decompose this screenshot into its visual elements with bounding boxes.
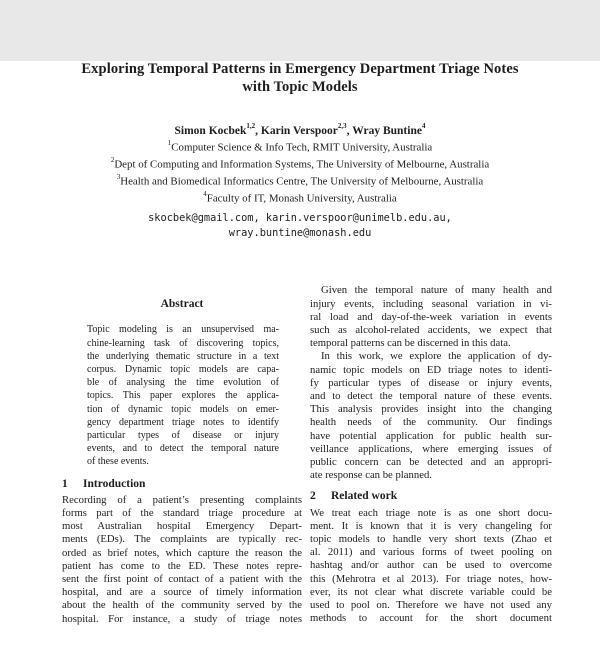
- affiliation-superscript: 4: [203, 190, 207, 199]
- text-line: topic models to handle very short texts (Zhao et: [310, 532, 552, 545]
- author-name: Simon Kocbek: [174, 124, 247, 137]
- text-line: We treat each triage note is as one short docu-: [310, 506, 552, 519]
- paper-title: [0, 61, 600, 96]
- text-line: corpus. Dynamic topic models are capa-: [87, 364, 279, 376]
- section-number: 2: [310, 489, 316, 502]
- document-page: [0, 61, 600, 661]
- affiliation-text: Health and Biomedical Informatics Centre, The University of Melbourne, Australia: [120, 176, 484, 189]
- body-paragraph-this-work: [310, 350, 552, 482]
- text-line: veillance applications, where emerging issues of: [310, 442, 552, 455]
- affiliation-superscript: 2: [110, 156, 115, 165]
- author-superscript: 1,2: [246, 122, 256, 130]
- author-name: Wray Buntine: [352, 124, 422, 137]
- text-line: methods to account for the short document: [310, 612, 552, 625]
- text-line: ever, its not clear what discrete variable could be: [310, 585, 552, 598]
- author-name: Karin Verspoor: [260, 124, 338, 137]
- text-line: and to detect the temporal nature of these events.: [310, 390, 552, 403]
- body-paragraph-temporal: [310, 284, 552, 350]
- text-line: This analysis provides insight into the changing: [310, 403, 552, 416]
- author-superscript: 2,3: [337, 122, 347, 130]
- section-title: Related work: [331, 489, 398, 502]
- text-line: most Australian hospital Emergency Depart-: [62, 520, 302, 533]
- text-line: ment. It is known that it is very changeling for: [310, 519, 552, 532]
- text-line: such as alcohol-related accidents, we expect that: [310, 324, 552, 337]
- text-line: with Topic Models: [242, 78, 358, 95]
- text-line: fy particular types of disease or injury events,: [310, 376, 552, 389]
- text-line: Topic modeling is an unsupervised ma-: [87, 324, 279, 336]
- section-number: 1: [62, 477, 68, 490]
- two-column-body: [62, 284, 552, 625]
- authors-line: [0, 120, 600, 138]
- clipped-text-line: [310, 612, 552, 625]
- affiliation-line: [0, 138, 600, 155]
- text-line: used to pool on. Therefore we have not used any: [310, 598, 552, 611]
- affiliation-superscript: 3: [116, 173, 121, 182]
- text-line: ral load and day-of-the-week variation in events: [310, 310, 552, 323]
- text-line: tion of dynamic topic models on emer-: [87, 403, 279, 415]
- abstract-heading: Abstract: [160, 298, 204, 311]
- text-line: particular types of disease or injury: [87, 430, 279, 442]
- affiliation-line: [0, 189, 600, 206]
- text-line: skocbek@gmail.com, karin.verspoor@unimelb.edu.au,: [148, 212, 452, 225]
- text-line: Recording of a patient’s presenting complaints: [62, 493, 302, 506]
- text-line: public concern can be detected and an appropri-: [310, 456, 552, 469]
- text-line: orded as brief notes, which capture the reason the: [62, 546, 302, 559]
- affiliation-line: [0, 172, 600, 189]
- author: [174, 122, 261, 137]
- clipped-text-line: [62, 612, 302, 625]
- text-line: Given the temporal nature of many health and: [321, 284, 552, 297]
- text-line: namic topic models on ED triage notes to identi-: [310, 363, 552, 376]
- author-superscript: 4: [421, 122, 426, 130]
- text-line: In this work, we explore the application of dy-: [321, 350, 552, 363]
- author-separator: ,: [346, 124, 353, 137]
- text-line: the underlying thematic structure in a text: [87, 350, 279, 362]
- text-line: topics. This paper explores the applica-: [87, 390, 279, 402]
- section-heading-introduction: [62, 477, 302, 491]
- text-line: health needs of the community. Our findings: [310, 416, 552, 429]
- text-line: chine-learning task of discovering topics,: [87, 337, 279, 349]
- text-line: hashtag and/or author can be used to overcome: [310, 559, 552, 572]
- text-line: al. 2011) and various forms of tweet pooling on: [310, 546, 552, 559]
- author-emails: [0, 211, 600, 240]
- text-line: hospital, and are a source of timely information: [62, 586, 302, 599]
- text-line: ments (EDs). The complaints are typically rec-: [62, 533, 302, 546]
- introduction-paragraph: [62, 494, 302, 613]
- text-line: ble of analysing the time evolution of: [87, 377, 279, 389]
- text-line: Exploring Temporal Patterns in Emergency Department Triage Notes: [81, 61, 519, 77]
- text-line: ate response can be planned.: [310, 469, 432, 482]
- affiliation-text: Faculty of IT, Monash University, Australia: [206, 193, 397, 206]
- left-column: [62, 284, 302, 625]
- text-line: wray.buntine@monash.edu: [228, 226, 372, 239]
- text-line: about the health of the community served by the: [62, 599, 302, 612]
- author: [352, 122, 426, 137]
- right-column: [310, 284, 552, 625]
- text-line: this (Mehrotra et al 2013). For triage notes, how-: [310, 572, 552, 585]
- affiliation-line: [0, 155, 600, 172]
- text-line: gency department triage notes to identify: [87, 416, 279, 428]
- affiliation-text: Computer Science & Info Tech, RMIT University, Australia: [171, 141, 433, 154]
- author-separator: ,: [255, 124, 261, 137]
- affiliation-text: Dept of Computing and Information Systems, The University of Melbourne, Australia: [114, 158, 490, 171]
- text-line: forms part of the standard triage procedure at: [62, 506, 302, 519]
- text-line: events, and to detect the temporal nature: [87, 443, 279, 455]
- affiliations-block: [0, 138, 600, 206]
- text-line: temporal patterns can be discerned in this data.: [310, 337, 511, 350]
- text-line: injury events, including seasonal variation in vi-: [310, 297, 552, 310]
- author: [260, 122, 353, 137]
- related-work-paragraph: [310, 507, 552, 613]
- affiliation-superscript: 1: [167, 139, 172, 148]
- text-line: hospital. For instance, a study of triage notes: [62, 612, 302, 625]
- text-line: sent the first point of contact of a patient with the: [62, 572, 302, 585]
- text-line: patient has come to the ED. These notes repre-: [62, 559, 302, 572]
- section-title: Introduction: [83, 477, 146, 490]
- abstract-text: [87, 323, 279, 468]
- section-heading-related-work: [310, 489, 552, 503]
- text-line: of these events.: [87, 456, 149, 468]
- text-line: have potential application for public health sur-: [310, 429, 552, 442]
